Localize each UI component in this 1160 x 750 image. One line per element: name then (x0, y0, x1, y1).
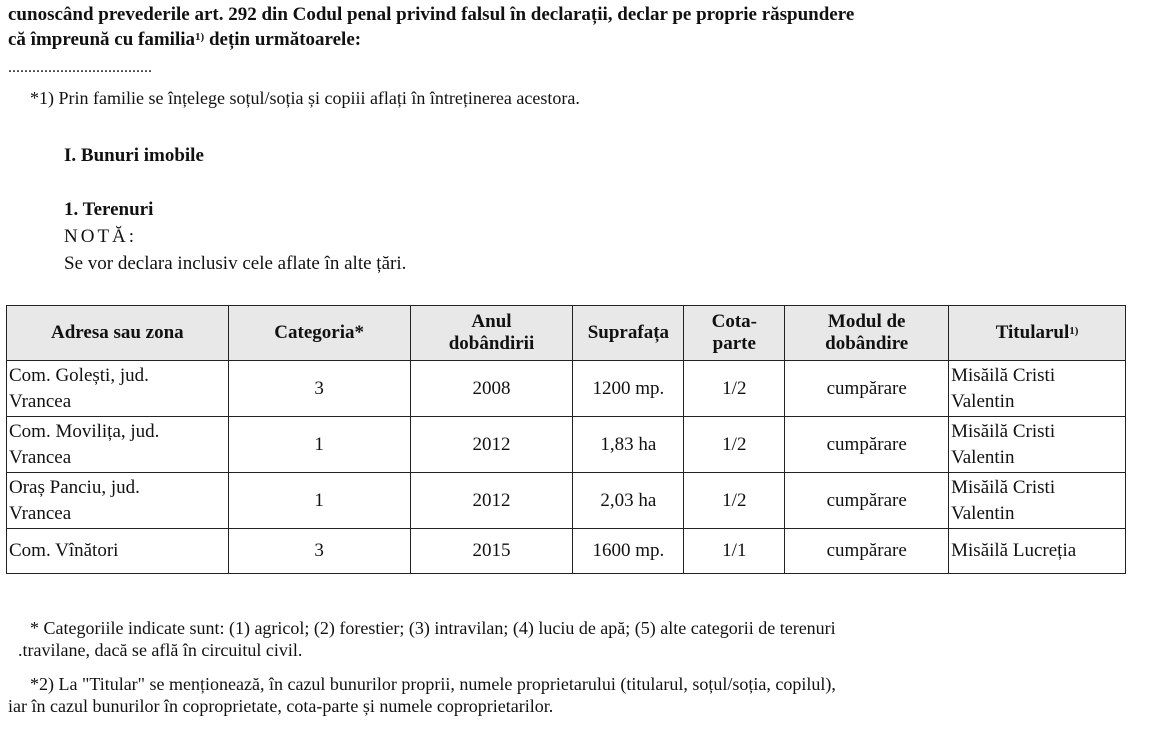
cell-categoria: 1 (228, 473, 410, 529)
table-row (7, 473, 1126, 529)
cell-suprafata: 2,03 ha (573, 473, 684, 529)
subsection-title: 1. Terenuri (64, 199, 154, 220)
table-row (7, 417, 1126, 473)
titular-footnote-line-1: *2) La "Titular" se menționează, în cazul bunurilor proprii, numele proprietarului (titularul, soțul/soția, copilul), (30, 674, 836, 694)
cell-titular: Misăilă Cristi Valentin (949, 361, 1126, 417)
cell-modul: cumpărare (785, 473, 949, 529)
cell-anul: 2012 (410, 473, 573, 529)
header-suprafata: Suprafața (573, 306, 684, 361)
titular-footnote-line-2: iar în cazul bunurilor în coproprietate, cota-parte și numele coproprietarilor. (8, 696, 554, 716)
cell-suprafata: 1600 mp. (573, 529, 684, 574)
cell-cota: 1/2 (684, 417, 785, 473)
cell-adresa: Oraș Panciu, jud. Vrancea (7, 473, 229, 529)
cell-anul: 2008 (410, 361, 573, 417)
cell-categoria: 3 (228, 361, 410, 417)
cell-categoria: 1 (228, 417, 410, 473)
header-adresa: Adresa sau zona (7, 306, 229, 361)
intro-line-2: că împreună cu familia$^{1)}$ dețin următoarele: (8, 29, 362, 50)
header-anul: Anul dobândirii (410, 306, 573, 361)
header-titular: Titularul$^{1)}$ (949, 306, 1126, 361)
header-modul: Modul de dobândire (785, 306, 949, 361)
header-cota: Cota- parte (684, 306, 785, 361)
cell-adresa: Com. Movilița, jud. Vrancea (7, 417, 229, 473)
cell-categoria: 3 (228, 529, 410, 574)
family-footnote: *1) Prin familie se înțelege soțul/soția și copiii aflați în întreținerea acestora. (30, 88, 580, 108)
declaration-intro (8, 2, 854, 52)
cell-cota: 1/1 (684, 529, 785, 574)
cell-cota: 1/2 (684, 361, 785, 417)
cell-adresa: Com. Vînători (7, 529, 229, 574)
cell-titular: Misăilă Cristi Valentin (949, 473, 1126, 529)
table-row (7, 529, 1126, 574)
cell-anul: 2015 (410, 529, 573, 574)
cell-adresa: Com. Golești, jud. Vrancea (7, 361, 229, 417)
cell-suprafata: 1200 mp. (573, 361, 684, 417)
cell-anul: 2012 (410, 417, 573, 473)
cell-modul: cumpărare (785, 417, 949, 473)
table-header-row (7, 306, 1126, 361)
header-categoria: Categoria* (228, 306, 410, 361)
nota-label: NOTĂ: (64, 226, 138, 247)
land-table (6, 305, 1126, 574)
cell-titular: Misăilă Cristi Valentin (949, 417, 1126, 473)
section-title: I. Bunuri imobile (64, 145, 204, 166)
nota-text: Se vor declara inclusiv cele aflate în alte țări. (64, 253, 407, 274)
dotted-separator: .................................... (8, 59, 152, 76)
cell-modul: cumpărare (785, 529, 949, 574)
categories-footnote-line-2: .travilane, dacă se află în circuitul civil. (18, 640, 303, 660)
table-row (7, 361, 1126, 417)
cell-modul: cumpărare (785, 361, 949, 417)
intro-line-1: cunoscând prevederile art. 292 din Codul penal privind falsul în declarații, declar pe proprie răspundere (8, 4, 855, 25)
footnote-ref: 1) (195, 31, 205, 43)
categories-footnote-line-1: * Categoriile indicate sunt: (1) agricol; (2) forestier; (3) intravilan; (4) luciu de apă; (5) alte categorii de terenuri (30, 618, 836, 638)
cell-titular: Misăilă Lucreția (949, 529, 1126, 574)
cell-suprafata: 1,83 ha (573, 417, 684, 473)
cell-cota: 1/2 (684, 473, 785, 529)
